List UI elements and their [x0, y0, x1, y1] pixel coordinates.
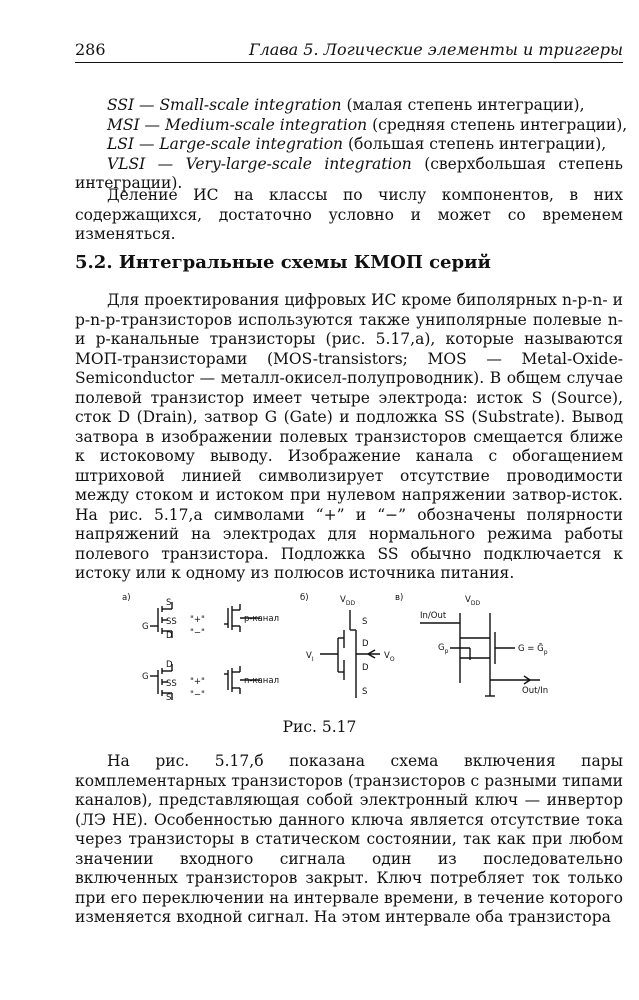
abbreviation-msi	[75, 115, 628, 136]
label-vdd: $V_{DD}$	[340, 595, 356, 607]
label-d: D	[166, 660, 173, 670]
label-gp: $G_p$	[438, 643, 449, 655]
label-d: D	[166, 631, 173, 641]
page-header	[75, 38, 623, 63]
label-minus: "−"	[190, 690, 205, 700]
abbreviation-list	[75, 96, 628, 194]
label-plus: "+"	[190, 677, 205, 687]
abbreviation-term: MSI — Medium-scale integration	[107, 115, 368, 134]
abbreviation-lsi	[75, 135, 623, 155]
page-number: 286	[75, 40, 106, 59]
label-vi: $V_I$	[306, 651, 314, 663]
label-minus: "−"	[190, 628, 205, 638]
label-s: S	[166, 598, 172, 608]
label-g: G	[142, 622, 149, 632]
label-vo: $V_O$	[384, 651, 395, 663]
label-ss: SS	[166, 679, 177, 689]
label-d: D	[362, 639, 369, 649]
abbreviation-term: LSI — Large-scale integration	[107, 135, 344, 153]
label-p-channel: p-канал	[244, 614, 280, 624]
figure-5-17	[120, 588, 590, 713]
abbreviation-desc: (средняя степень интеграции),	[372, 115, 628, 134]
paragraph-mos-transistors: Для проектирования цифровых ИС кроме биполярных n-p-n- и p-n-p-транзисторов используются также униполярные полевые n- и p-канальные транзисторы (рис. 5.17,а), которые называются МОП-транзисторами (MOS-transistors; MOS — Metal-Oxide-Semiconductor — металл-окисел-полупроводник). В общем случае полевой транзистор имеет четыре электрода: исток S (Source), сток D (Drain), затвор G (Gate) и подложка SS (Substrate). Вывод затвора в изображении полевых транзисторов смещается ближе к истоковому выводу. Изображение канала с обогащением штриховой линией символизирует отсутствие проводимости между стоком и истоком при нулевом напряжении затвор-исток. На рис. 5.17,а символами “+” и “−” обозначены полярности напряжений на электродах для нормального режима работы полевого транзистора. Подложка SS обычно подключается к истоку или к одному из полюсов источника питания.	[75, 291, 623, 582]
panel-label-a: а)	[122, 593, 131, 603]
abbreviation-term: SSI — Small-scale integration	[107, 96, 342, 114]
running-title: Глава 5. Логические элементы и триггеры	[249, 40, 623, 59]
label-n-channel: n-канал	[244, 676, 279, 686]
abbreviation-ssi	[75, 96, 623, 116]
figure-caption: Рис. 5.17	[282, 718, 357, 736]
paragraph-inverter: На рис. 5.17,б показана схема включения пары комплементарных транзисторов (транзисторов с разными типами каналов), представляющая собой электронный ключ — инвертор (ЛЭ НЕ). Особенностью данного ключа является отсутствие тока через транзисторы в статическом состоянии, так как при любом значении входного сигнала один из последовательно включенных транзисторов закрыт. Ключ потребляет ток только при его переключении на интервале времени, в течение которого изменяется входной сигнал. На этом интервале оба транзистора	[75, 752, 623, 926]
label-out-in: Out/In	[522, 686, 549, 696]
label-ss: SS	[166, 617, 177, 627]
label-g: G	[142, 672, 149, 682]
panel-label-b: б)	[300, 593, 309, 603]
abbreviation-term: VLSI — Very-large-scale integration	[107, 154, 412, 173]
label-s: S	[362, 617, 368, 627]
label-d: D	[362, 663, 369, 673]
label-s: S	[166, 693, 172, 703]
label-gate-eq: G = Ḡ$_p$	[518, 644, 548, 656]
panel-label-c: в)	[395, 593, 404, 603]
label-s: S	[362, 687, 368, 697]
label-plus: "+"	[190, 615, 205, 625]
abbreviation-desc: (большая степень интеграции),	[347, 135, 607, 153]
label-in-out: In/Out	[420, 611, 447, 621]
abbreviation-desc: (малая степень интеграции),	[346, 96, 585, 114]
section-heading: 5.2. Интегральные схемы КМОП серий	[75, 252, 491, 273]
abbreviation-desc: (сверхбольшая степень интеграции).	[75, 154, 623, 192]
label-vdd: $V_{DD}$	[465, 595, 481, 607]
paragraph-classes: Деление ИС на классы по числу компонентов, в них содержащихся, достаточно условно и может со временем изменяться.	[75, 186, 623, 243]
